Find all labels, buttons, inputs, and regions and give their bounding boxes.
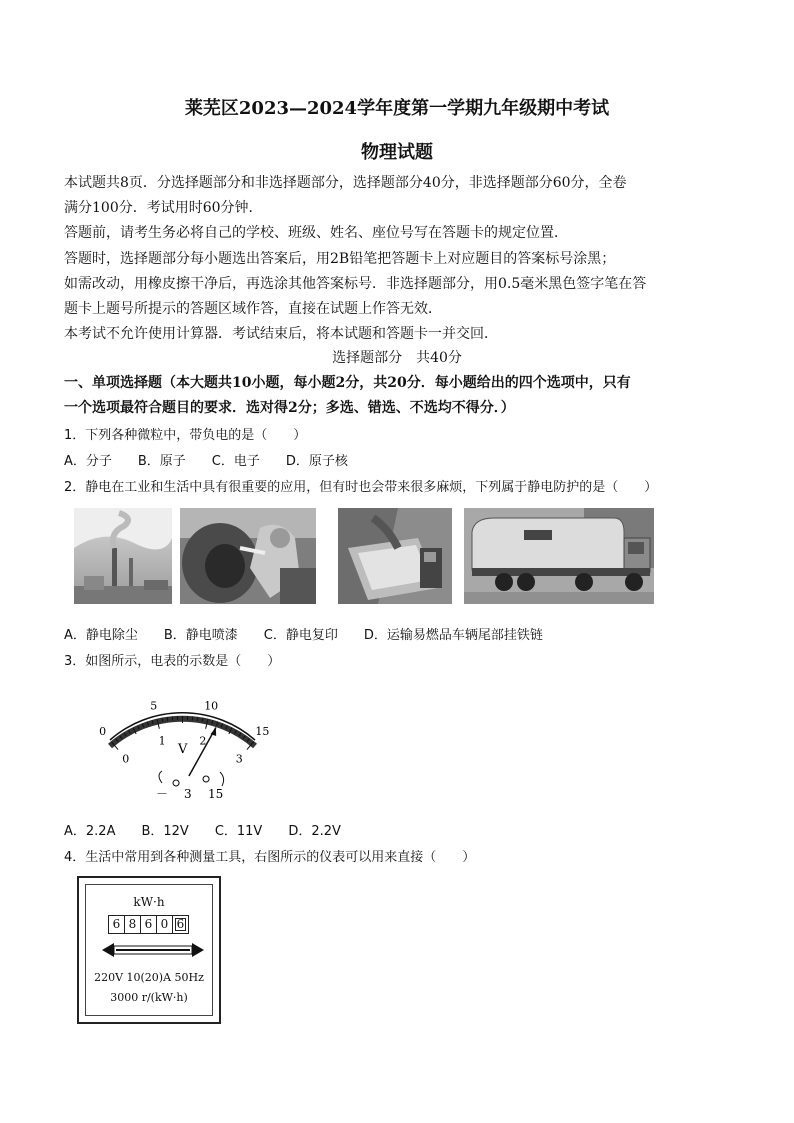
outer-scale-label: 5 xyxy=(150,699,158,713)
energy-reading xyxy=(108,915,189,934)
question-1-stem: 1．下列各种微粒中，带负电的是（ ） xyxy=(64,428,307,443)
question-2-options: A．静电除尘 B．静电喷漆 C．静电复印 D．运输易燃品车辆尾部挂铁链 xyxy=(64,628,543,643)
exam-subtitle: 物理试题 xyxy=(361,142,433,163)
terminal-neg: － xyxy=(156,787,169,801)
exam-title: 莱芜区2023—2024学年度第一学期九年级期中考试 xyxy=(184,98,610,119)
part-heading-line1: 一、单项选择题（本大题共10小题，每小题2分，共20分．每小题给出的四个选项中，只有 xyxy=(64,375,631,391)
energy-meter-figure xyxy=(77,876,221,1024)
scale-tick xyxy=(167,717,168,721)
energy-unit: kW·h xyxy=(133,895,165,909)
question-1-options: A．分子 B．原子 C．电子 D．原子核 xyxy=(64,454,348,469)
reading-digit: 8 xyxy=(125,916,141,933)
question-2-stem: 2．静电在工业和生活中具有很重要的应用，但有时也会带来很多麻烦，下列属于静电防护的是（ ） xyxy=(64,480,658,495)
reading-digit-decimal: 6 xyxy=(173,916,188,933)
photo-electrostatic-copying xyxy=(338,508,452,604)
reading-digit: 0 xyxy=(157,916,173,933)
outer-scale-label: 15 xyxy=(255,725,270,739)
inner-scale-label: 3 xyxy=(235,752,243,766)
photo-tanker-truck xyxy=(464,508,654,604)
unit-label: V xyxy=(178,742,188,757)
question-3-stem: 3．如图所示，电表的示数是（ ） xyxy=(64,654,281,669)
inner-scale-label: 2 xyxy=(199,734,207,748)
instruction-line: 本试题共8页．分选择题部分和非选择题部分，选择题部分40分，非选择题部分60分，全卷 xyxy=(64,175,627,191)
terminal-15: 15 xyxy=(208,787,224,801)
meter-rating: 220V 10(20)A 50Hz xyxy=(94,971,204,984)
terminal-3: 3 xyxy=(184,787,192,801)
question-3-options: A．2.2A B．12V C．11V D．2.2V xyxy=(64,824,341,839)
inner-scale-label: 0 xyxy=(122,752,130,766)
instruction-line: 题卡上题号所提示的答题区域作答，直接在试题上作答无效． xyxy=(64,301,442,317)
photo-electrostatic-painting xyxy=(180,508,316,604)
voltmeter-figure xyxy=(80,676,300,804)
energy-meter-face xyxy=(85,884,213,1016)
rotating-disc-arrow-icon xyxy=(100,943,206,957)
reading-digit: 6 xyxy=(109,916,125,933)
meter-constant: 3000 r/(kW·h) xyxy=(110,991,188,1004)
instruction-line: 本考试不允许使用计算器．考试结束后，将本试题和答题卡一并交回． xyxy=(64,326,498,342)
photo-electrostatic-dust-removal xyxy=(74,508,172,604)
instruction-line: 如需改动，用橡皮擦干净后，再选涂其他答案标号．非选择题部分，用0.5毫米黑色签字笔在答 xyxy=(64,276,647,292)
instruction-line: 答题前，请考生务必将自己的学校、班级、姓名、座位号写在答题卡的规定位置． xyxy=(64,225,568,241)
section-heading: 选择题部分 共40分 xyxy=(332,350,462,366)
instruction-line: 答题时，选择题部分每小题选出答案后，用2B铅笔把答题卡上对应题目的答案标号涂黑； xyxy=(64,251,616,267)
part-heading-line2: 一个选项最符合题目的要求．选对得2分；多选、错选、不选均不得分．） xyxy=(64,400,515,416)
instruction-line: 满分100分．考试用时60分钟． xyxy=(64,200,263,216)
inner-scale-label: 1 xyxy=(158,734,166,748)
outer-scale-label: 10 xyxy=(204,699,219,713)
question-4-stem: 4．生活中常用到各种测量工具，右图所示的仪表可以用来直接（ ） xyxy=(64,850,476,865)
scale-tick xyxy=(197,717,198,721)
outer-scale-label: 0 xyxy=(99,725,107,739)
reading-digit: 6 xyxy=(141,916,157,933)
